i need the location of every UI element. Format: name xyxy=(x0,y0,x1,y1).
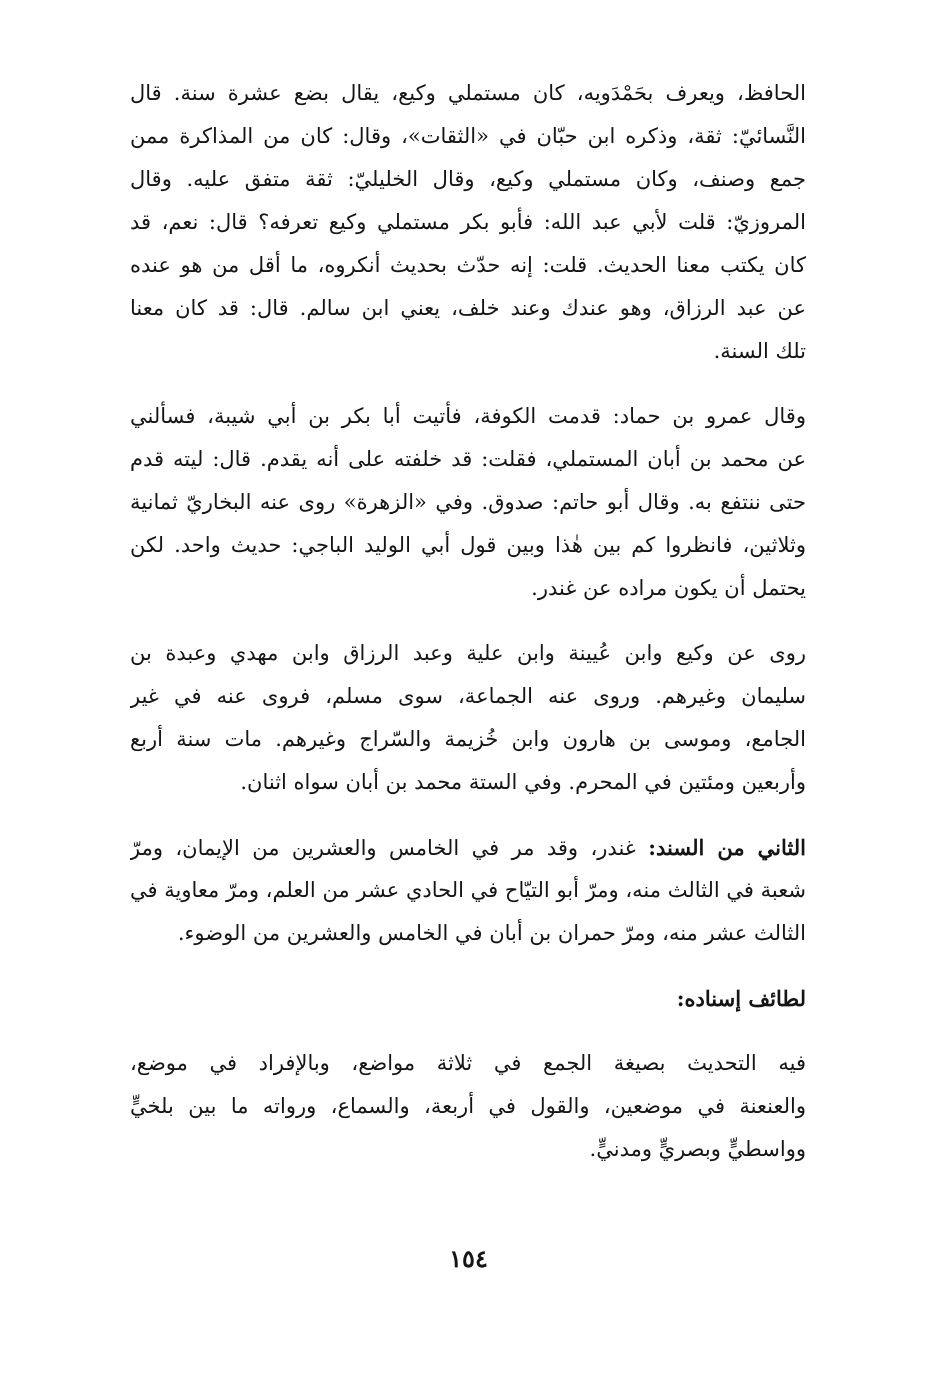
text-line: سليمان وغيرهم. وروى عنه الجماعة، سوى مسلم، فروى عنه في غير xyxy=(130,684,806,708)
text-line: وأربعين ومئتين في المحرم. وفي الستة محمد بن أبان سواه اثنان. xyxy=(240,770,806,794)
section-heading: لطائف إسناده: xyxy=(676,986,806,1011)
text-line: وثلاثين، فانظروا كم بين هٰذا وبين قول أبي الوليد الباجي: حديث واحد. لكن xyxy=(130,533,806,557)
text-line: عن محمد بن أبان المستملي، فقلت: قد خلفته على أنه يقدم. قال: ليته قدم xyxy=(130,447,806,471)
text-line: وواسطيٍّ وبصريٍّ ومدنيٍّ. xyxy=(589,1137,806,1161)
paragraph-5 xyxy=(130,1042,806,1171)
text-line: تلك السنة. xyxy=(713,339,806,363)
text-line: المروزيّ: قلت لأبي عبد الله: فأبو بكر مستملي وكيع تعرفه؟ قال: نعم، قد xyxy=(130,210,806,234)
text-line: الحافظ، ويعرف بحَمْدَويه، كان مستملي وكيع، يقال بضع عشرة سنة. قال xyxy=(130,81,806,105)
page-body xyxy=(130,72,806,1193)
text-line: الثالث عشر منه، ومرّ حمران بن أبان في الخامس والعشرين من الوضوء. xyxy=(177,921,806,945)
paragraph-1 xyxy=(130,72,806,373)
section-lead: الثاني من السند: xyxy=(648,835,806,860)
text-line: والعنعنة في موضعين، والقول في أربعة، والسماع، ورواته ما بين بلخيٍّ xyxy=(130,1094,806,1118)
text-line: عن عبد الرزاق، وهو عندك وعند خلف، يعني ابن سالم. قال: قد كان معنا xyxy=(130,296,806,320)
page-number: ١٥٤ xyxy=(449,1244,488,1273)
text-line: يحتمل أن يكون مراده عن غندر. xyxy=(531,576,806,600)
text-line: الجامع، وموسى بن هارون وابن خُزيمة والسّراج وغيرهم. مات سنة أربع xyxy=(130,727,806,751)
paragraph-4 xyxy=(130,826,806,955)
text-fragment: غندر، وقد مر في الخامس والعشرين من الإيمان، ومرّ xyxy=(130,836,636,860)
text-line: وقال عمرو بن حماد: قدمت الكوفة، فأتيت أبا بكر بن أبي شيبة، فسألني xyxy=(130,404,806,428)
text-line: روى عن وكيع وابن عُيينة وابن علية وعبد الرزاق وابن مهدي وعبدة بن xyxy=(130,641,806,665)
paragraph-2 xyxy=(130,395,806,610)
text-line: شعبة في الثالث منه، ومرّ أبو التيّاح في الحادي عشر من العلم، ومرّ معاوية في xyxy=(130,878,806,902)
text-line-with-lead xyxy=(130,826,806,869)
text-line: كان يكتب معنا الحديث. قلت: إنه حدّث بحديث أنكروه، ما أقل من هو عنده xyxy=(130,253,806,277)
text-line: فيه التحديث بصيغة الجمع في ثلاثة مواضع، وبالإفراد في موضع، xyxy=(130,1051,806,1075)
paragraph-3 xyxy=(130,632,806,804)
text-line: النَّسائيّ: ثقة، وذكره ابن حبّان في «الثقات»، وقال: كان من المذاكرة ممن xyxy=(130,124,806,148)
text-line: حتى ننتفع به. وقال أبو حاتم: صدوق. وفي «الزهرة» روى عنه البخاريّ ثمانية xyxy=(130,490,806,514)
text-line: جمع وصنف، وكان مستملي وكيع، وقال الخليليّ: ثقة متفق عليه. وقال xyxy=(130,167,806,191)
